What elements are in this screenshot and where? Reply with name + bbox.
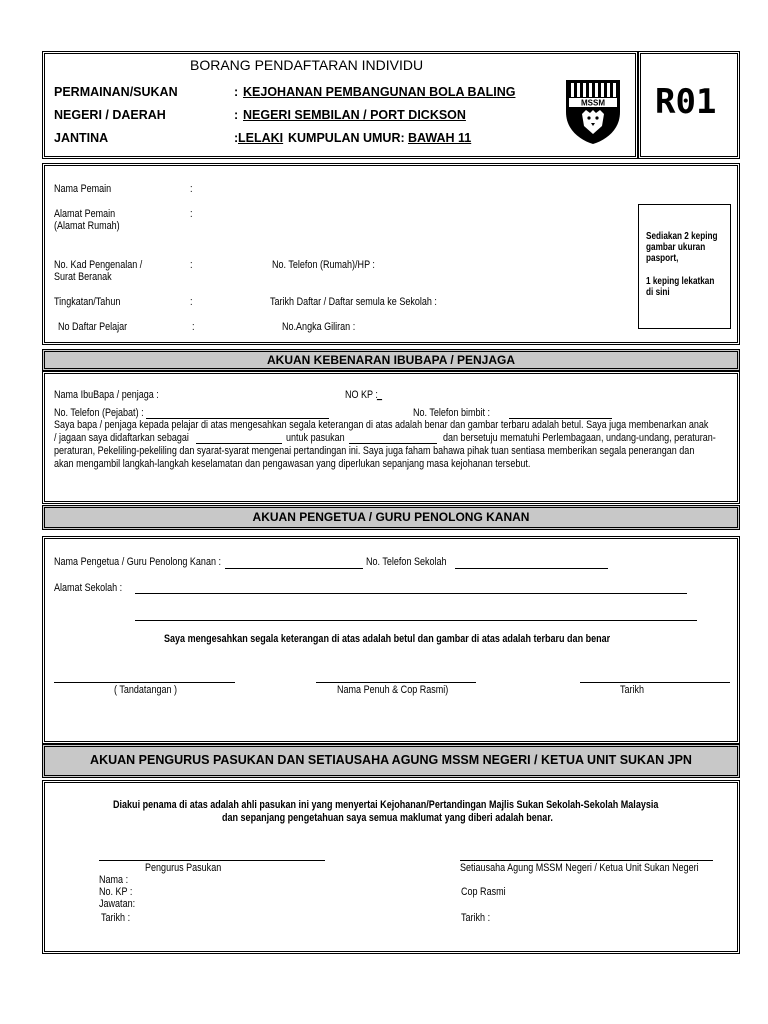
parent-section-title: AKUAN KEBENARAN IBUBAPA / PENJAGA	[42, 349, 740, 371]
manager-nama: Nama :	[99, 874, 129, 886]
form-title: BORANG PENDAFTARAN INDIVIDU	[190, 57, 424, 73]
school-address-line-2	[135, 620, 697, 621]
parent-para-1: Saya bapa / penjaga kepada pelajar di atas mengesahkan segala keterangan di atas adalah benar dan gambar terbaru adalah betul. Saya juga membenarkan anak	[54, 419, 709, 431]
manager-kp: No. KP :	[99, 886, 133, 898]
svg-text:MSSM: MSSM	[581, 98, 605, 108]
player-address-colon: :	[190, 208, 193, 220]
parent-para-4: akan mengambil langkah-langkah keselamatan dan pengawasan yang diperlukan sepanjang masa kejohanan tersebut.	[54, 458, 531, 470]
state-value: NEGERI SEMBILAN / PORT DICKSON	[243, 108, 466, 122]
principal-sign-label: ( Tandatangan )	[114, 684, 178, 696]
index-no-label: No.Angka Giliran :	[282, 321, 356, 333]
player-phone-label: No. Telefon (Rumah)/HP :	[272, 259, 375, 271]
principal-date-line	[580, 682, 730, 683]
sport-sep: :	[234, 85, 239, 99]
parent-kp-value: _	[377, 389, 383, 401]
secretary-cop: Cop Rasmi	[461, 886, 506, 898]
secretary-sign-line	[460, 860, 713, 861]
manager-section-title: AKUAN PENGURUS PASUKAN DAN SETIAUSAHA AGUNG MSSM NEGERI / KETUA UNIT SUKAN JPN	[42, 744, 740, 778]
player-name-colon: :	[190, 183, 193, 195]
player-register-date-label: Tarikh Daftar / Daftar semula ke Sekolah :	[270, 296, 437, 308]
parent-role-line	[196, 443, 282, 444]
player-name-label: Nama Pemain	[54, 183, 112, 195]
school-address-label: Alamat Sekolah :	[54, 582, 123, 594]
player-address-label: Alamat Pemain	[54, 208, 116, 220]
manager-declaration-2: dan sepanjang pengetahuan saya semua maklumat yang diberi adalah benar.	[222, 812, 553, 824]
principal-name-label: Nama Pengetua / Guru Penolong Kanan :	[54, 556, 221, 568]
photo-line-4: 1 keping lekatkan	[646, 276, 715, 287]
school-phone-line	[455, 568, 608, 569]
principal-date-label: Tarikh	[620, 684, 645, 696]
photo-box	[638, 204, 731, 329]
parent-mobile-label: No. Telefon bimbit :	[413, 407, 491, 419]
student-no-label: No Daftar Pelajar	[58, 321, 128, 333]
secretary-tarikh: Tarikh :	[461, 912, 491, 924]
principal-name-line	[225, 568, 363, 569]
principal-sign-line	[54, 682, 235, 683]
photo-line-1: Sediakan 2 keping	[646, 231, 718, 242]
manager-title: Pengurus Pasukan	[145, 862, 222, 874]
principal-confirm: Saya mengesahkan segala keterangan di atas adalah betul dan gambar di atas adalah terbaru dan benar	[164, 633, 611, 645]
parent-para-2a: / jagaan saya didaftarkan sebagai	[54, 432, 189, 444]
secretary-title: Setiausaha Agung MSSM Negeri / Ketua Unit Sukan Negeri	[460, 862, 699, 874]
parent-para-2b: untuk pasukan	[286, 432, 345, 444]
player-ic-colon: :	[190, 259, 193, 271]
parent-name-label: Nama IbuBapa / penjaga :	[54, 389, 159, 401]
student-no-colon: :	[192, 321, 195, 333]
parent-kp-label: NO KP :	[345, 389, 378, 401]
player-box	[42, 163, 740, 345]
gender-sep: :	[234, 131, 239, 145]
parent-office-phone-label: No. Telefon (Pejabat) :	[54, 407, 144, 419]
manager-declaration-1: Diakui penama di atas adalah ahli pasukan ini yang menyertai Kejohanan/Pertandingan Majlis Sukan Sekolah-Sekolah Malaysia	[113, 799, 659, 811]
manager-sign-line	[99, 860, 325, 861]
state-label: NEGERI / DAERAH	[54, 108, 166, 122]
player-address-sub: (Alamat Rumah)	[54, 220, 120, 232]
photo-line-3: pasport,	[646, 253, 679, 264]
manager-jawatan: Jawatan:	[99, 898, 136, 910]
parent-para-2c: dan bersetuju mematuhi Perlembagaan, undang-undang, peraturan-	[443, 432, 716, 444]
sport-value: KEJOHANAN PEMBANGUNAN BOLA BALING	[243, 85, 516, 99]
gender-label: JANTINA	[54, 131, 109, 145]
player-ic-label: No. Kad Pengenalan /	[54, 259, 143, 271]
player-ic-sub: Surat Beranak	[54, 271, 112, 283]
parent-team-line	[349, 443, 437, 444]
form-code: R01	[655, 82, 717, 122]
player-level-label: Tingkatan/Tahun	[54, 296, 121, 308]
age-group-value: BAWAH 11	[408, 131, 472, 145]
photo-line-2: gambar ukuran	[646, 242, 706, 253]
mssm-shield-icon	[564, 78, 622, 146]
sport-label: PERMAINAN/SUKAN	[54, 85, 178, 99]
player-level-colon: :	[190, 296, 193, 308]
photo-line-5: di sini	[646, 287, 670, 298]
principal-section-title: AKUAN PENGETUA / GURU PENOLONG KANAN	[42, 505, 740, 530]
parent-para-3: peraturan, Pekeliling-pekeliling dan syarat-syarat mengenai pertandingan ini. Saya juga faham bahawa pihak tuan sentiasa memberikan segala penerangan dan	[54, 445, 695, 457]
principal-name-stamp-label: Nama Penuh & Cop Rasmi)	[337, 684, 449, 696]
gender-value: LELAKI	[238, 131, 284, 145]
school-address-line-1	[135, 593, 687, 594]
state-sep: :	[234, 108, 239, 122]
mssm-logo	[564, 78, 622, 146]
manager-tarikh: Tarikh :	[101, 912, 131, 924]
principal-name-stamp-line	[316, 682, 476, 683]
age-group-label: KUMPULAN UMUR:	[288, 131, 405, 145]
school-phone-label: No. Telefon Sekolah	[366, 556, 447, 568]
